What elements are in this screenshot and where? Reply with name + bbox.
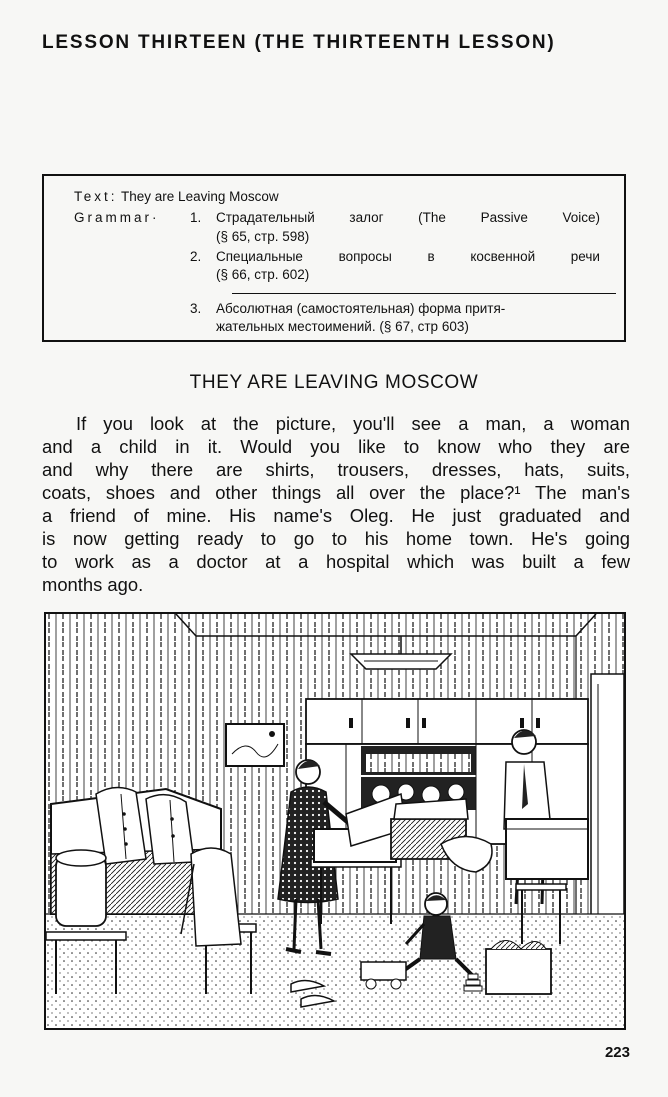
grammar-item-2-line1: Специальные вопросы в косвенной речи [216,249,600,264]
story-line: a friend of mine. His name's Oleg. He just graduated and [42,505,630,526]
text-label: Text: [74,189,118,204]
grammar-item-1-line2: (§ 65, стр. 598) [216,229,310,244]
story-paragraph [42,412,630,596]
grammar-item-2-number: 2. [190,249,202,264]
lesson-heading: LESSON THIRTEEN (THE THIRTEENTH LESSON) [42,32,556,53]
story-line: and why there are shirts, trousers, dresses, hats, suits, [42,459,630,480]
packing-illustration [44,612,626,1030]
story-line: months ago. [42,574,144,595]
divider-rule [232,293,616,294]
story-line: coats, shoes and other things all over the place?¹ The man's [42,482,630,503]
grammar-item-1-number: 1. [190,210,202,225]
story-title: THEY ARE LEAVING MOSCOW [189,372,479,393]
page-number: 223 [604,1044,630,1061]
story-line: If you look at the picture, you'll see a man, a woman [76,413,630,434]
story-line: to work as a doctor at a hospital which was built a few [42,551,630,572]
story-line: and a child in it. Would you like to know who they are [42,436,630,457]
text-line [74,188,279,205]
grammar-item-3-line2: жательных местоимений. (§ 67, стр 603) [216,319,469,334]
story-line: is now getting ready to go to his home town. He's going [42,528,630,549]
illustration-drawing [46,614,624,1028]
grammar-item-1-line1: Страдательный залог (The Passive Voice) [216,210,600,225]
grammar-item-3-line1: Абсолютная (самостоятельная) форма притя- [216,301,506,316]
lesson-summary-box [42,174,626,342]
grammar-item-3-number: 3. [190,301,202,316]
grammar-item-2-line2: (§ 66, стр. 602) [216,267,310,282]
text-value: They are Leaving Moscow [121,189,279,204]
grammar-label: Grammar· [74,210,160,225]
